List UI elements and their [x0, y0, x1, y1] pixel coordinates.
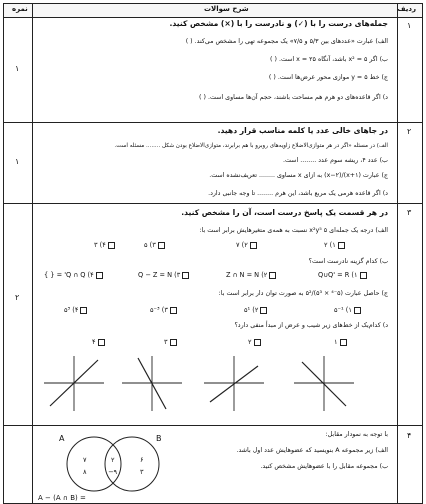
- checkbox-icon[interactable]: [170, 307, 177, 314]
- checkbox-icon[interactable]: [80, 307, 87, 314]
- option-b-4[interactable]: ۴) Q ∩ Q' = { }: [44, 271, 103, 279]
- question-item: الف) زیر مجموعه A بنویسید که عضوهایش عدد اول باشد.: [236, 447, 388, 454]
- option-b-2[interactable]: ۲) Z ∩ N = N: [226, 271, 276, 279]
- option-a-3[interactable]: ۳) ۵: [144, 241, 165, 249]
- question-title: جمله‌های درست را با (✓) و نادرست را با (×) مشخص کنید.: [169, 19, 388, 28]
- option-a-4[interactable]: ۴) ۳: [94, 241, 115, 249]
- question-score: ۱: [15, 64, 20, 73]
- checkbox-icon[interactable]: [354, 307, 361, 314]
- checkbox-icon[interactable]: [360, 272, 367, 279]
- column-divider-row: [397, 4, 398, 503]
- checkbox-icon[interactable]: [250, 242, 257, 249]
- column-divider-score: [32, 4, 33, 503]
- option-d-4[interactable]: ۴: [92, 338, 105, 346]
- option-c-1[interactable]: ۱) ۵⁻¹: [334, 306, 361, 314]
- venn-b-only-2: ۳: [140, 468, 144, 476]
- row-divider-2: [4, 203, 422, 204]
- row-divider-3: [4, 425, 422, 426]
- checkbox-icon[interactable]: [96, 272, 103, 279]
- venn-b-only-1: ۶: [140, 456, 144, 464]
- question-title: در جاهای خالی عدد یا کلمه مناسب قرار دهید.: [217, 126, 388, 135]
- graph-option-3: [122, 356, 182, 411]
- header-description: شرح سوالات: [204, 5, 249, 13]
- checkbox-icon[interactable]: [269, 272, 276, 279]
- option-c-2[interactable]: ۲) ۵¹: [244, 306, 267, 314]
- question-number: ۱: [407, 21, 412, 30]
- question-item: الف) عبارت «عددهای بین ۵/۳ و ۷/۵» یک مجموعه تهی را مشخص می‌کند. ( ): [185, 38, 388, 45]
- question-item: الف) در مسئله «اگر در هر متوازی‌الاضلاع زاویه‌های روبرو با هم برابرند، متوازی‌الاضلاع بودن شکل ........ مسئله است.: [114, 143, 388, 149]
- question-d-text: د) کدام‌یک از خط‌های زیر شیب و عرض از مبدأ منفی دارد؟: [234, 322, 388, 329]
- graph-option-4: [44, 356, 104, 411]
- checkbox-icon[interactable]: [260, 307, 267, 314]
- question-number: ۲: [407, 127, 412, 136]
- question-score: ۲: [15, 293, 20, 302]
- checkbox-icon[interactable]: [338, 242, 345, 249]
- question-item: ج) خط y = ۵ موازی محور عرض‌ها است. ( ): [268, 74, 388, 81]
- set-expression: A − (A ∩ B) =: [38, 494, 86, 502]
- table-header: [4, 4, 422, 18]
- question-item: د) اگر قاعده هرمی یک مربع باشد، این هرم ........ تا وجه جانبی دارد.: [208, 190, 388, 197]
- venn-a-only-2: ۸: [83, 468, 87, 476]
- checkbox-icon[interactable]: [182, 272, 189, 279]
- option-a-2[interactable]: ۲) ۷: [236, 241, 257, 249]
- option-c-3[interactable]: ۳) ۵⁻³: [150, 306, 177, 314]
- question-title: با توجه به نمودار مقابل:: [325, 431, 388, 438]
- venn-label-b: B: [156, 434, 162, 443]
- checkbox-icon[interactable]: [158, 242, 165, 249]
- question-item: ب) اگر x² = ۵ باشد، آنگاه x = ۲۵ است. ( ): [270, 56, 388, 63]
- venn-label-a: A: [59, 434, 65, 443]
- graph-option-2: [204, 356, 264, 411]
- checkbox-icon[interactable]: [108, 242, 115, 249]
- question-item: ب) مجموعه مقابل را با عضوهایش مشخص کنید.: [260, 463, 388, 470]
- question-c-text: ج) حاصل عبارت (۵⁻⁴ × ۵³)/۵² به صورت توان دار برابر است با:: [218, 290, 388, 297]
- row-divider-1: [4, 122, 422, 123]
- option-c-4[interactable]: ۴) ۵³: [64, 306, 87, 314]
- venn-both-1: ۲: [111, 456, 115, 464]
- checkbox-icon[interactable]: [98, 339, 105, 346]
- option-b-1[interactable]: ۱) Q∪Q' = R: [318, 271, 367, 279]
- checkbox-icon[interactable]: [340, 339, 347, 346]
- checkbox-icon[interactable]: [254, 339, 261, 346]
- checkbox-icon[interactable]: [170, 339, 177, 346]
- option-d-1[interactable]: ۱: [334, 338, 347, 346]
- question-table: [3, 3, 423, 504]
- question-number: ۴: [407, 431, 412, 440]
- question-item: ب) عدد ۴، ریشه سوم عدد ........ است.: [282, 157, 388, 164]
- question-title: در هر قسمت یک پاسخ درست است، آن را مشخص کنید.: [181, 208, 388, 217]
- question-score: ۱: [15, 157, 20, 166]
- question-a-text: الف) درجه یک جمله‌ای x²y⁵ ۵ نسبت به همه‌ی متغیرهایش برابر است با:: [199, 227, 388, 234]
- option-b-3[interactable]: ۳) Q − Z = N: [138, 271, 189, 279]
- header-row: ردیف: [397, 5, 416, 13]
- option-d-3[interactable]: ۳: [164, 338, 177, 346]
- venn-both-2: ۹−: [108, 468, 118, 476]
- question-item: ج) عبارت (x+۱)/(x−۲) به ازای x مساوی ........ تعریف‌نشده است.: [209, 172, 388, 179]
- option-d-2[interactable]: ۲: [248, 338, 261, 346]
- venn-a-only-1: ۷: [83, 456, 87, 464]
- graph-option-1: [294, 356, 354, 411]
- option-a-1[interactable]: ۱) ۲: [324, 241, 345, 249]
- question-item: د) اگر قاعده‌های دو هرم هم مساحت باشند، حجم آن‌ها مساوی است. ( ): [199, 94, 388, 101]
- question-number: ۳: [407, 208, 412, 217]
- question-b-text: ب) کدام گزینه نادرست است؟: [308, 258, 388, 265]
- header-score: نمره: [12, 5, 28, 13]
